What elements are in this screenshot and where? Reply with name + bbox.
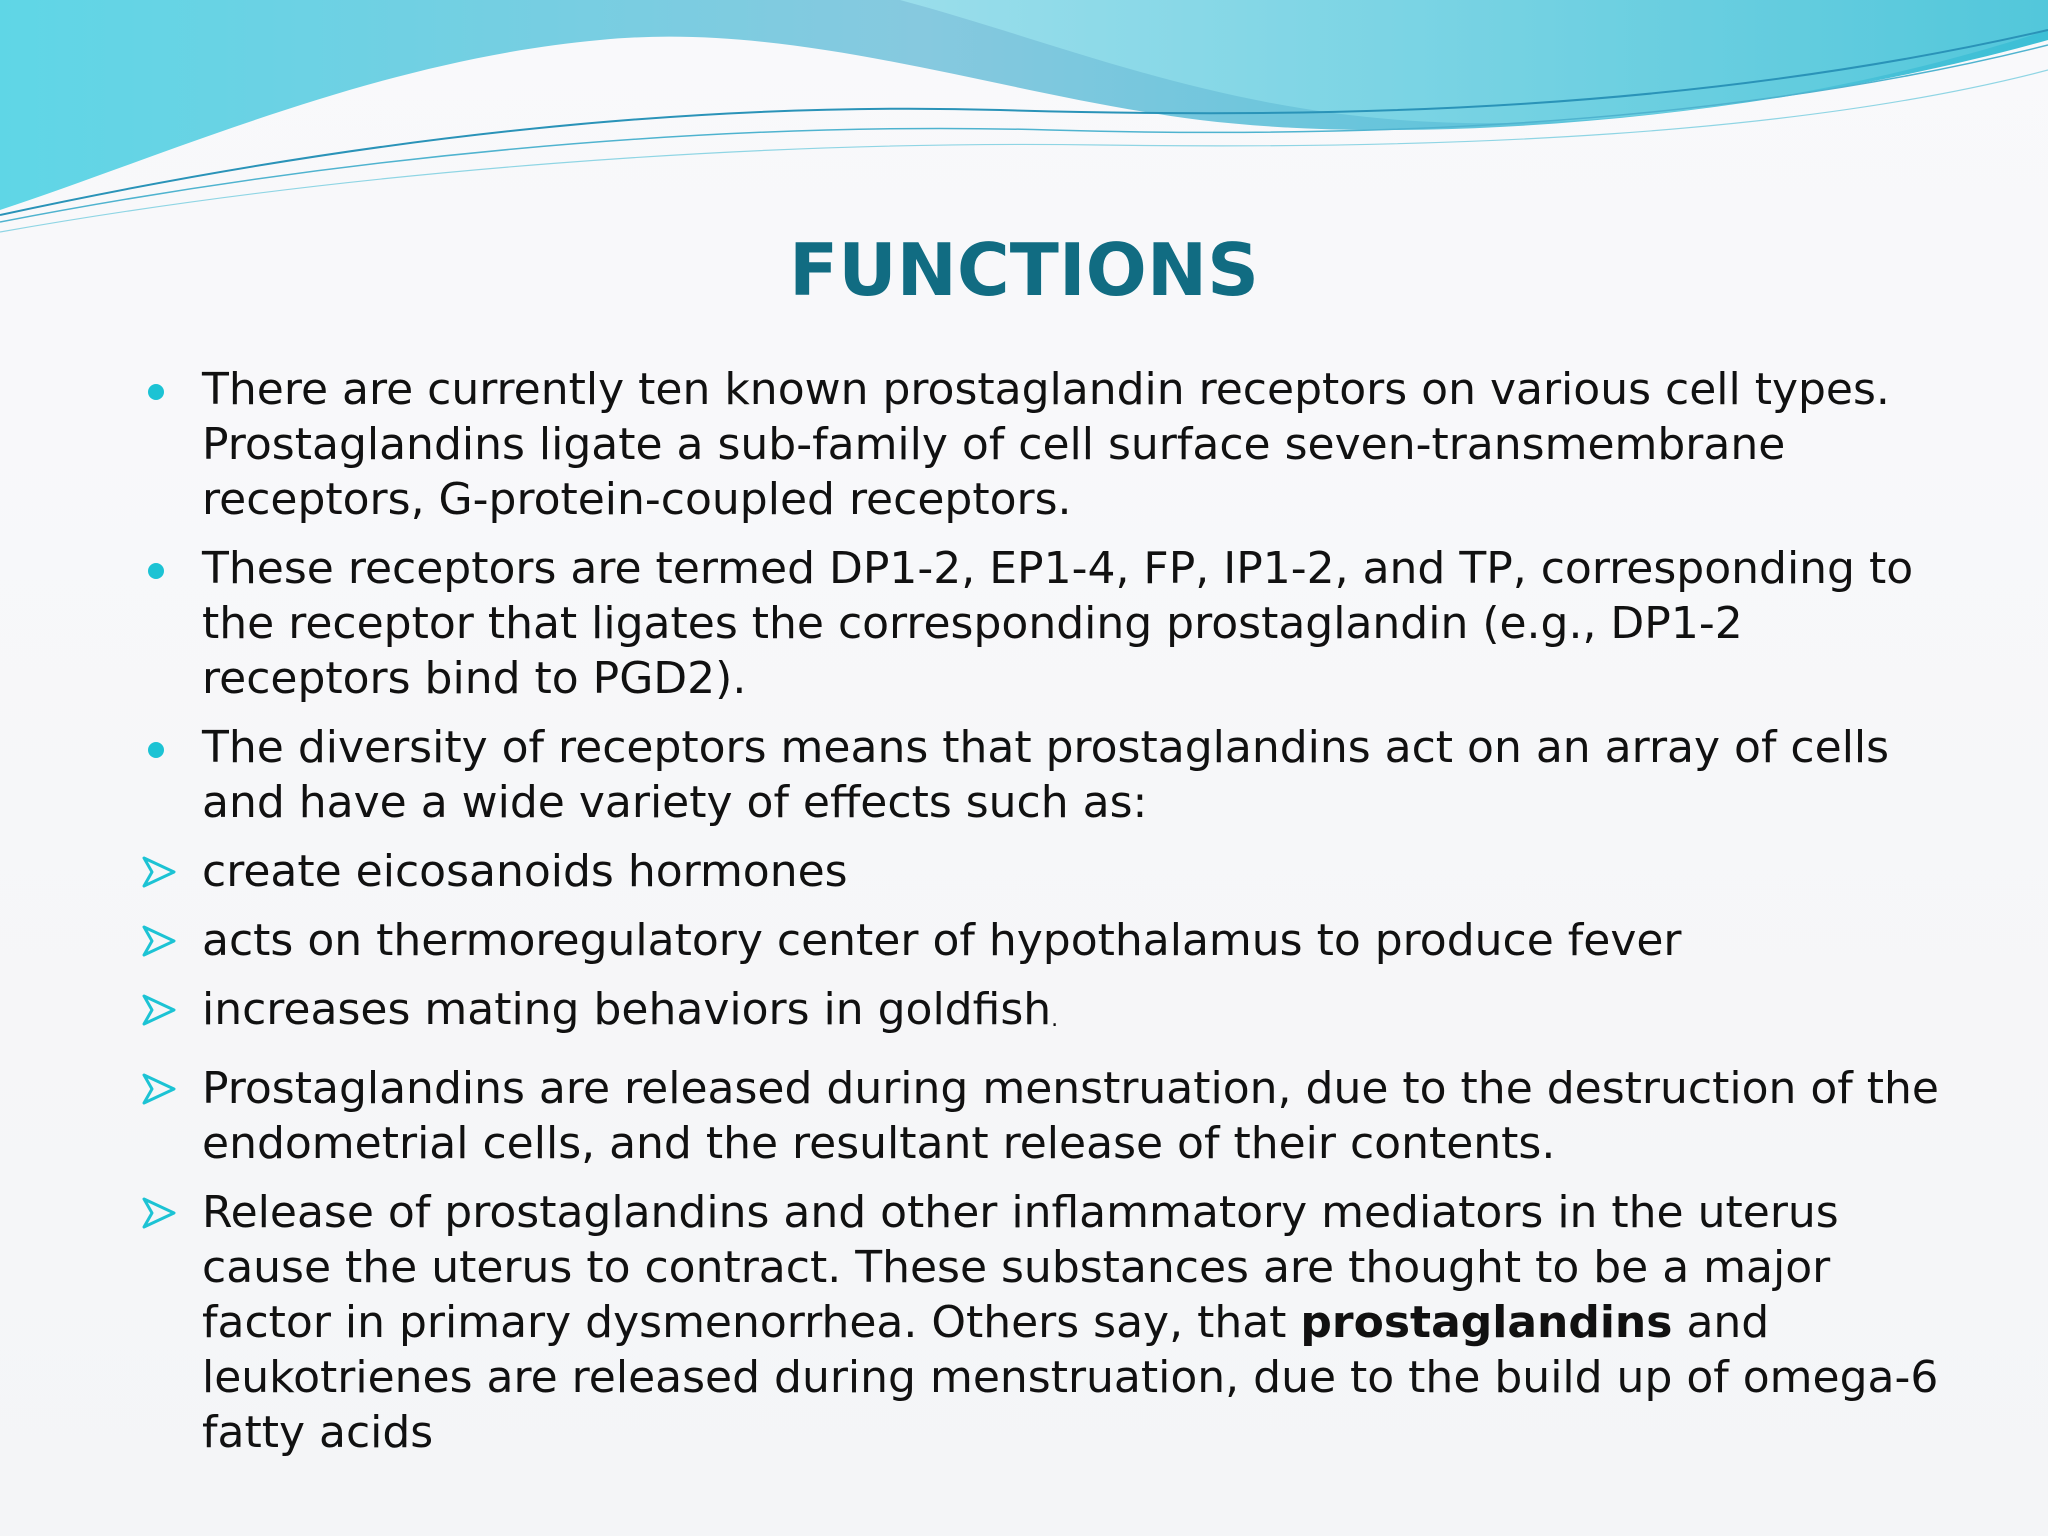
bullet-text: Prostaglandins are released during menstruation, due to the destruction of the endometrial cells, and the resultant release of their contents. <box>202 1063 1939 1169</box>
bullet-item <box>140 982 1960 1047</box>
bullet-text: acts on thermoregulatory center of hypothalamus to produce fever <box>202 915 1682 966</box>
bullet-suffix: . <box>1051 1007 1059 1032</box>
bullet-text: The diversity of receptors means that prostaglandins act on an array of cells and have a wide variety of effects such as: <box>202 722 1890 828</box>
arrow-bullet-icon <box>140 1061 180 1116</box>
arrow-bullet-icon <box>140 844 180 899</box>
bullet-item <box>140 541 1960 706</box>
bullet-item <box>140 1185 1960 1460</box>
bullet-text-part: and leukotrienes are released during menstruation, due to the build up of omega-6 fatty acids <box>202 1297 1939 1458</box>
bullet-text: increases mating behaviors in goldfish <box>202 984 1052 1035</box>
bullet-text <box>202 1187 1938 1458</box>
slide-title: FUNCTIONS <box>789 228 1259 312</box>
dot-bullet-icon <box>140 720 180 775</box>
bullet-item <box>140 913 1960 968</box>
bullet-item <box>140 844 1960 899</box>
bullet-item <box>140 720 1960 830</box>
bullet-text: There are currently ten known prostaglandin receptors on various cell types. Prostaglandins ligate a sub-family of cell surface seven-transmembrane receptors, G-protein-coupled receptors. <box>202 364 1890 525</box>
bullet-text-bold: prostaglandins <box>1300 1297 1673 1348</box>
arrow-bullet-icon <box>140 913 180 968</box>
bullet-text: create eicosanoids hormones <box>202 846 848 897</box>
decorative-wave-header <box>0 0 2048 240</box>
bullet-list <box>140 362 1960 1474</box>
bullet-text: These receptors are termed DP1-2, EP1-4, FP, IP1-2, and TP, corresponding to the receptor that ligates the corresponding prostaglandin (e.g., DP1-2 receptors bind to PGD2). <box>202 543 1914 704</box>
dot-bullet-icon <box>140 541 180 596</box>
bullet-item <box>140 1061 1960 1171</box>
bullet-item <box>140 362 1960 527</box>
arrow-bullet-icon <box>140 982 180 1037</box>
dot-bullet-icon <box>140 362 180 417</box>
arrow-bullet-icon <box>140 1185 180 1240</box>
bullet-text-part: Release of prostaglandins and other inflammatory mediators in the uterus cause the uterus to contract. These substances are thought to be a major factor in primary dysmenorrhea. Others say, that <box>202 1187 1839 1348</box>
